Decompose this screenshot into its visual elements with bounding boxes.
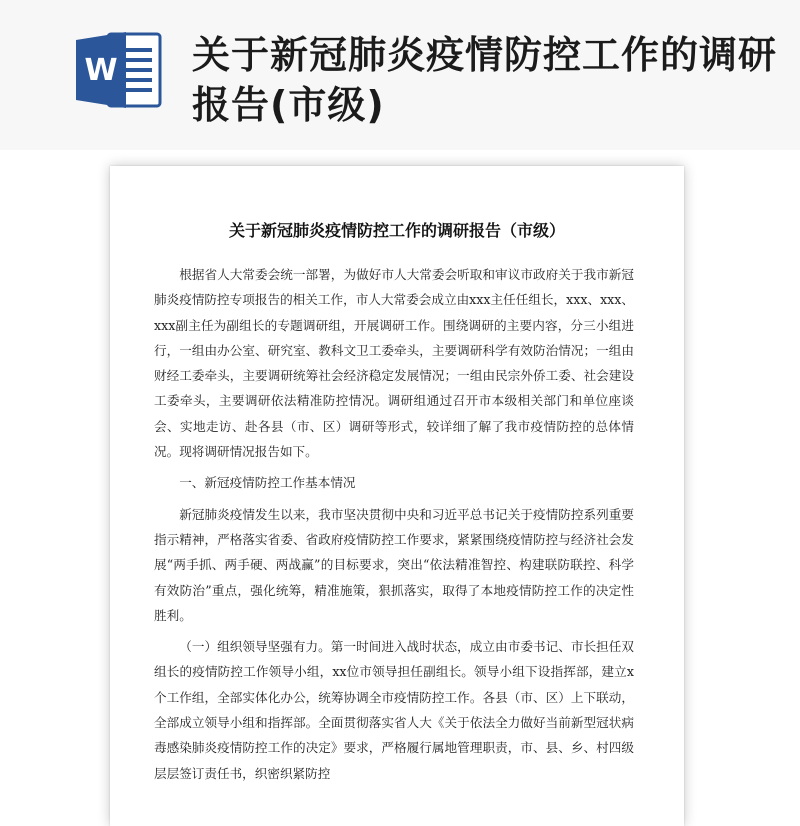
document-page xyxy=(110,166,684,826)
word-doc-icon xyxy=(74,30,164,110)
header-banner xyxy=(0,0,800,150)
paragraph: 根据省人大常委会统一部署，为做好市人大常委会听取和审议市政府关于我市新冠肺炎疫情防控专项报告的相关工作，市人大常委会成立由xxx主任任组长，xxx、xxx、xxx副主任为副组长的专题调研组，开展调研工作。围绕调研的主要内容，分三小组进行，一组由办公室、研究室、教科文卫工委牵头，主要调研科学有效防治情况；一组由财经工委牵头，主要调研统筹社会经济稳定发展情况；一组由民宗外侨工委、社会建设工委牵头，主要调研依法精准防控情况。调研组通过召开市本级相关部门和单位座谈会、实地走访、赴各县（市、区）调研等形式，较详细了解了我市疫情防控的总体情况。现将调研情况报告如下。 xyxy=(154,267,634,460)
word-icon-letter: W xyxy=(84,53,118,88)
paragraph: 新冠肺炎疫情发生以来，我市坚决贯彻中央和习近平总书记关于疫情防控系列重要指示精神，严格落实省委、省政府疫情防控工作要求，紧紧围绕疫情防控与经济社会发展“两手抓、两手硬、两战赢”的目标要求，突出“依法精准智控、构建联防联控、科学有效防治”重点，强化统筹，精准施策，狠抓落实，取得了本地疫情防控工作的决定性胜利。 xyxy=(154,506,634,623)
document-body xyxy=(154,262,634,786)
document-title: 关于新冠肺炎疫情防控工作的调研报告（市级） xyxy=(228,221,565,240)
paragraph: （一）组织领导坚强有力。第一时间进入战时状态，成立由市委书记、市长担任双组长的疫情防控工作领导小组，xx位市领导担任副组长。领导小组下设指挥部，建立x个工作组，全部实体化办公，统筹协调全市疫情防控工作。各县（市、区）上下联动，全部成立领导小组和指挥部。全面贯彻落实省人大《关于依法全力做好当前新型冠状病毒感染肺炎疫情防控工作的决定》要求，严格履行属地管理职责，市、县、乡、村四级层层签订责任书，织密织紧防控 xyxy=(154,639,634,781)
header-title: 关于新冠肺炎疫情防控工作的调研报告(市级) xyxy=(192,33,778,127)
section-heading: 一、新冠疫情防控工作基本情况 xyxy=(179,475,356,491)
